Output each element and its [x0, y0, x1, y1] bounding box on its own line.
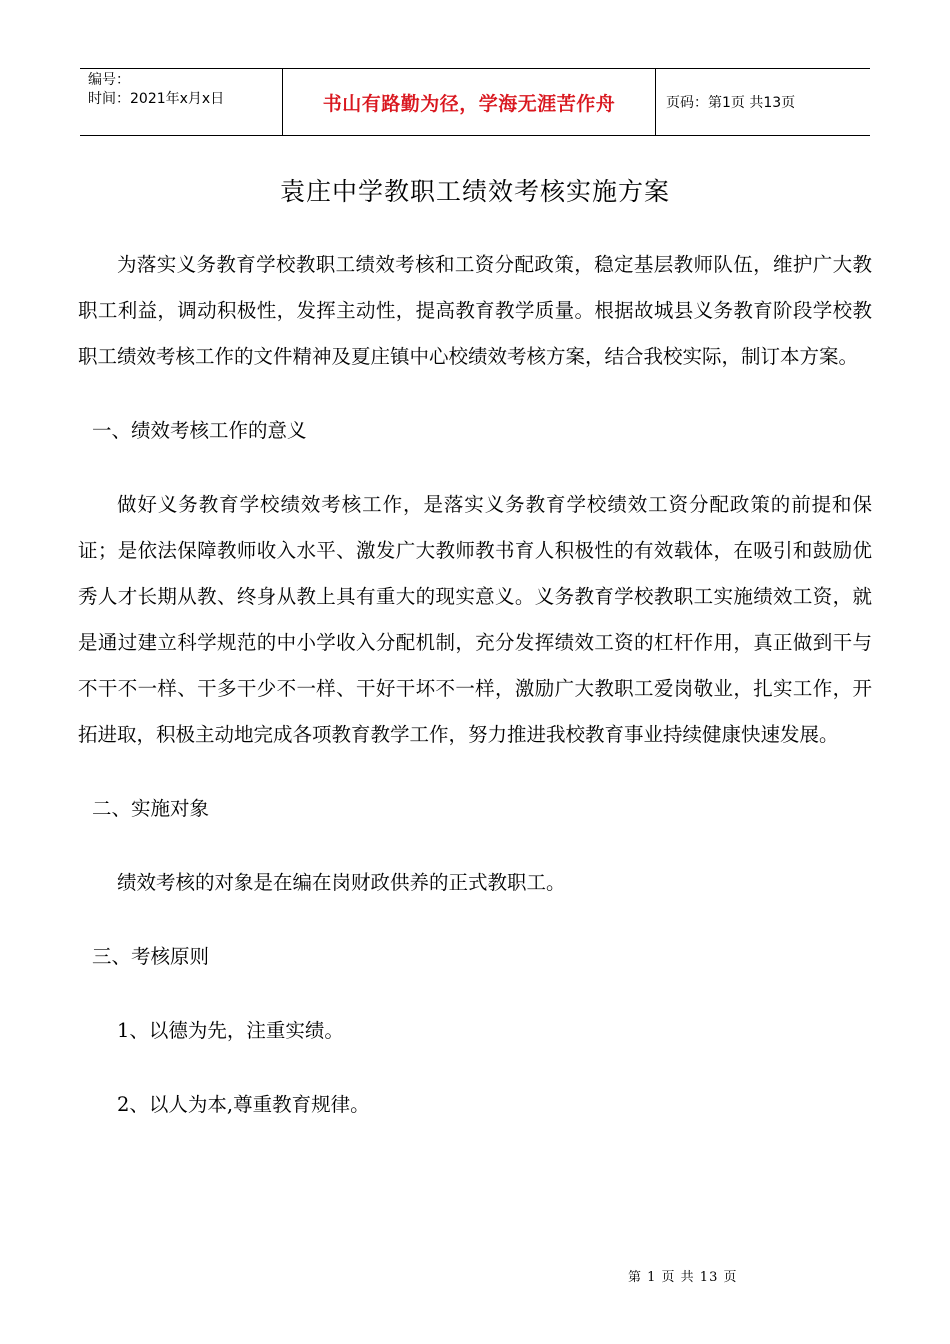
section-3-item-2: 2、以人为本,尊重教育规律。: [117, 1093, 370, 1116]
header-meta: [80, 69, 282, 135]
section-2-paragraph: 绩效考核的对象是在编在岗财政供养的正式教职工。: [117, 871, 566, 894]
section-1-heading: 一、绩效考核工作的意义: [92, 419, 307, 442]
document-body: [78, 242, 872, 1156]
page-header: [80, 68, 870, 136]
document-title: 袁庄中学教职工绩效考核实施方案: [279, 177, 670, 206]
header-motto: 书山有路勤为径，学海无涯苦作舟: [282, 69, 656, 135]
document-number-label: 编号：: [88, 72, 130, 88]
section-3-heading: 三、考核原则: [92, 945, 210, 968]
section-2-heading: 二、实施对象: [92, 797, 210, 820]
page-footer: 第 1 页 共 13 页: [628, 1270, 738, 1285]
section-1-paragraph: 做好义务教育学校绩效考核工作，是落实义务教育学校绩效工资分配政策的前提和保证；是依法保障教师收入水平、激发广大教师教书育人积极性的有效载体，在吸引和鼓励优秀人才长期从教、终身从教上具有重大的现实意义。义务教育学校教职工实施绩效工资，就是通过建立科学规范的中小学收入分配机制，充分发挥绩效工资的杠杆作用，真正做到干与不干不一样、干多干少不一样、干好干坏不一样，激励广大教职工爱岗敬业，扎实工作，开拓进取，积极主动地完成各项教育教学工作，努力推进我校教育事业持续健康快速发展。: [78, 493, 872, 746]
intro-paragraph: 为落实义务教育学校教职工绩效考核和工资分配政策，稳定基层教师队伍，维护广大教职工利益，调动积极性，发挥主动性，提高教育教学质量。根据故城县义务教育阶段学校教职工绩效考核工作的文件精神及夏庄镇中心校绩效考核方案，结合我校实际，制订本方案。: [78, 253, 872, 368]
header-page-info: 页码：第1页 共13页: [666, 95, 796, 111]
document-time-label: 时间：2021年x月x日: [88, 91, 225, 107]
section-3-item-1: 1、以德为先，注重实绩。: [117, 1019, 344, 1042]
